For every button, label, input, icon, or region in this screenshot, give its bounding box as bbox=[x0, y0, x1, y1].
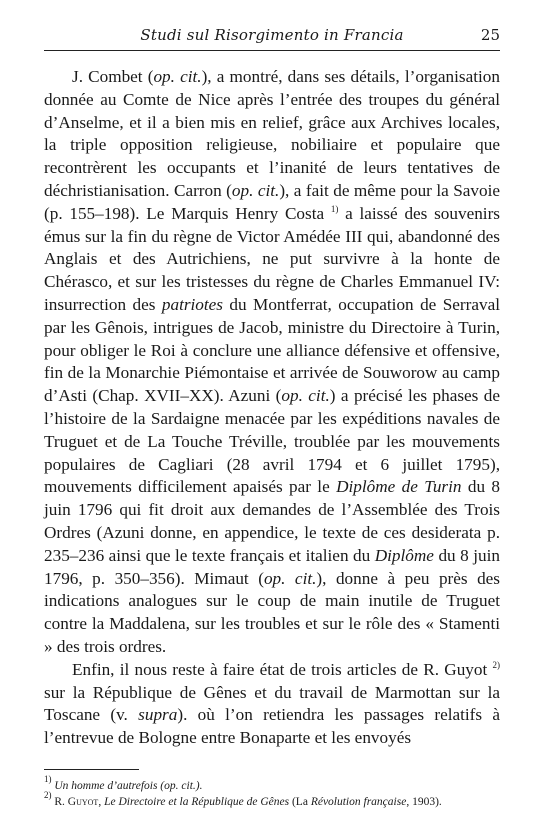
text-run: du 8 juin 1796 qui fit droit aux demandes de l’Assemblée des Trois Ordres (Azuni donne, en appendice, le texte de ces desiderata p. 235–236 ainsi que le texte français et italien du bbox=[44, 477, 500, 565]
footnote-2 bbox=[44, 790, 500, 810]
text-run: ) a précisé les phases de l’histoire de la Sardaigne menacée par les expéditions navales de Truguet et de La Touche Tréville, troublée par les mouvements populaires de Cagliari (28 avril 1794 et 6 juillet 1795), mouvements difficilement apaisés par le bbox=[44, 386, 500, 497]
footnote-marker: 2) bbox=[492, 659, 500, 670]
text-run: op. cit. bbox=[263, 568, 317, 588]
footnote-1 bbox=[44, 774, 500, 794]
running-title: Studi sul Risorgimento in Francia bbox=[140, 26, 404, 44]
text-run: Enfin, il nous reste à faire état de trois articles de R. Guyot bbox=[72, 659, 493, 679]
text-run: (La bbox=[289, 796, 311, 808]
text-run: J. Combet ( bbox=[72, 67, 154, 86]
text-run: Guyot bbox=[67, 796, 99, 808]
page-number: 25 bbox=[480, 26, 500, 44]
text-run: , 1903). bbox=[406, 796, 442, 808]
text-run: patriotes bbox=[161, 294, 223, 314]
text-run: Diplôme bbox=[374, 545, 434, 565]
text-run: op. cit. bbox=[231, 180, 280, 200]
text-run: ), donne à peu près des indications analogues sur le coup de main inutile de Truguet contre la Maddalena, sur les troubles et sur le rôle des « Stamenti » des trois ordres. bbox=[44, 568, 500, 656]
footnote-marker: 1) bbox=[330, 203, 339, 214]
text-run: a laissé des souvenirs émus sur la fin du règne de Victor Amédée III qui, abandonné des Anglais et des Autrichiens, ne put survivre à la honte de Chérasco, et sur les tristesses du règne de Charles Emmanuel IV: insurrection des bbox=[44, 203, 500, 314]
text-run: Révolution française bbox=[310, 796, 407, 808]
text-run: R. bbox=[51, 796, 68, 808]
text-run: du 8 juin 1796, p. 350–356). Mimaut ( bbox=[44, 545, 500, 588]
text-run: Diplôme de Turin bbox=[336, 477, 462, 497]
text-run: , bbox=[98, 796, 105, 808]
running-header bbox=[44, 24, 500, 46]
footnote-marker: 1) bbox=[44, 774, 52, 784]
header-rule bbox=[44, 50, 500, 51]
paragraph-2 bbox=[44, 659, 500, 750]
text-run: ), a fait de même pour la Savoie (p. 155–198). Le Marquis Henry Costa bbox=[44, 180, 500, 223]
text-run: ). où l’on retiendra les passages relatifs à l’entrevue de Bologne entre Bonaparte et les envoyés bbox=[44, 705, 501, 748]
footnote-rule bbox=[44, 769, 139, 770]
footnote-marker: 2) bbox=[44, 790, 52, 800]
footnotes bbox=[44, 774, 500, 810]
text-run: sur la République de Gênes et du travail de Marmottan sur la Toscane (v. bbox=[44, 682, 500, 725]
text-run: op. cit. bbox=[153, 67, 202, 86]
text-run: Un homme d’autrefois (op. cit.). bbox=[54, 780, 203, 792]
text-run: supra bbox=[138, 705, 178, 725]
text-run: op. cit. bbox=[281, 386, 330, 406]
text-run: du Montferrat, occupation de Serraval par les Gênois, intrigues de Jacob, ministre du Directoire à Turin, pour obliger le Roi à conclure une alliance défensive et offensive, fin de la Monarchie Piémontaise et arrivée de Souworow au camp d’Asti (Chap. XVII–XX). Azuni ( bbox=[44, 294, 500, 406]
paragraph-1 bbox=[44, 66, 500, 659]
text-run: Le Directoire et la République de Gênes bbox=[104, 796, 290, 808]
body-text bbox=[44, 66, 500, 750]
text-run: ), a montré, dans ses détails, l’organisation donnée au Comte de Nice après l’entrée des troupes du général d’Anselme, et il a bien mis en relief, grâce aux Archives locales, la triple opposition religieuse, nobiliaire et populaire que recontrèrent les occupants et l’inanité de leurs tentatives de déchristianisation. Carron ( bbox=[44, 67, 500, 200]
